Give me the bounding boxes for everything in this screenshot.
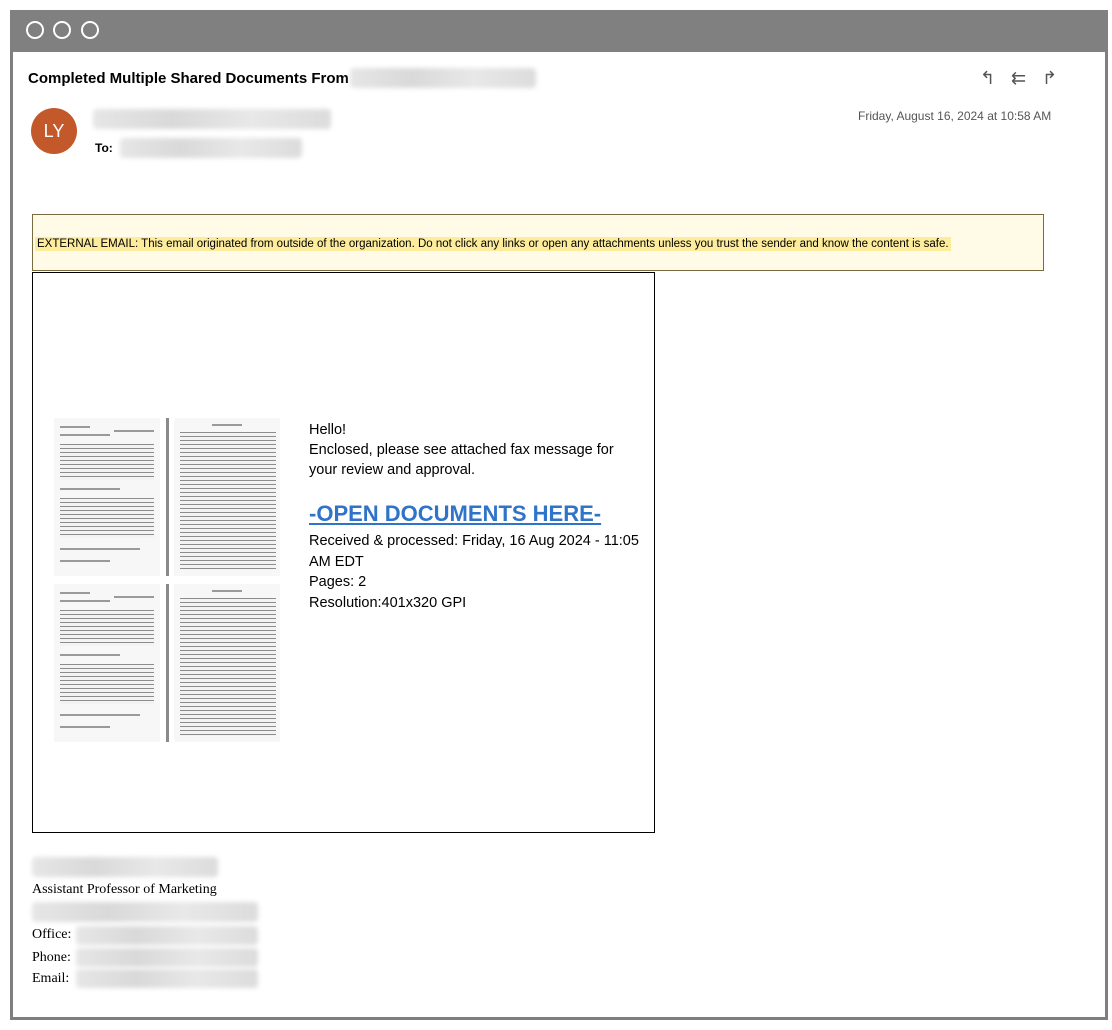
open-documents-link[interactable]: -OPEN DOCUMENTS HERE- — [309, 501, 602, 526]
redacted-recipient — [120, 138, 302, 158]
to-label: To: — [95, 141, 113, 155]
greeting: Hello! — [309, 422, 347, 438]
email-label: Email: — [32, 971, 70, 986]
fax-page-thumbnail — [174, 584, 280, 742]
received-timestamp: Received & processed: Friday, 16 Aug 2024 - 11:05 AM EDT — [309, 533, 639, 570]
fax-page-thumbnail — [54, 584, 160, 742]
fax-document-thumbnails[interactable] — [52, 418, 282, 746]
close-window-button[interactable] — [26, 21, 44, 39]
forward-icon[interactable]: ↱ — [1042, 68, 1058, 88]
fax-page-thumbnail — [174, 418, 280, 576]
email-date: Friday, August 16, 2024 at 10:58 AM — [858, 109, 1052, 123]
redacted-phone — [76, 948, 258, 967]
minimize-window-button[interactable] — [53, 21, 71, 39]
zoom-window-button[interactable] — [81, 21, 99, 39]
redacted-signature-name — [32, 857, 218, 877]
fax-message: Enclosed, please see attached fax message for your review and approval. — [309, 442, 614, 478]
redacted-department — [32, 902, 258, 922]
page-count: Pages: 2 — [309, 574, 367, 590]
office-label: Office: — [32, 927, 72, 942]
redacted-sender-name — [350, 68, 536, 88]
external-email-banner — [32, 214, 1044, 271]
email-subject: Completed Multiple Shared Documents From — [28, 70, 349, 87]
message-text — [309, 420, 639, 480]
reply-icon[interactable]: ↰ — [980, 68, 996, 88]
signature-title: Assistant Professor of Marketing — [32, 882, 217, 897]
sender-avatar: LY — [31, 108, 77, 154]
redacted-email — [76, 969, 258, 988]
reply-all-icon[interactable]: ⇇ — [1011, 68, 1027, 88]
external-email-warning: EXTERNAL EMAIL: This email originated from outside of the organization. Do not click any links or open any attachments unless you trust the sender and know the content is safe. — [37, 238, 949, 250]
fax-page-thumbnail — [54, 418, 160, 576]
fax-details — [309, 531, 639, 613]
redacted-office — [76, 926, 258, 945]
redacted-sender-address — [93, 109, 331, 129]
phone-label: Phone: — [32, 950, 71, 965]
title-bar — [10, 10, 1108, 52]
resolution: Resolution:401x320 GPI — [309, 594, 467, 611]
